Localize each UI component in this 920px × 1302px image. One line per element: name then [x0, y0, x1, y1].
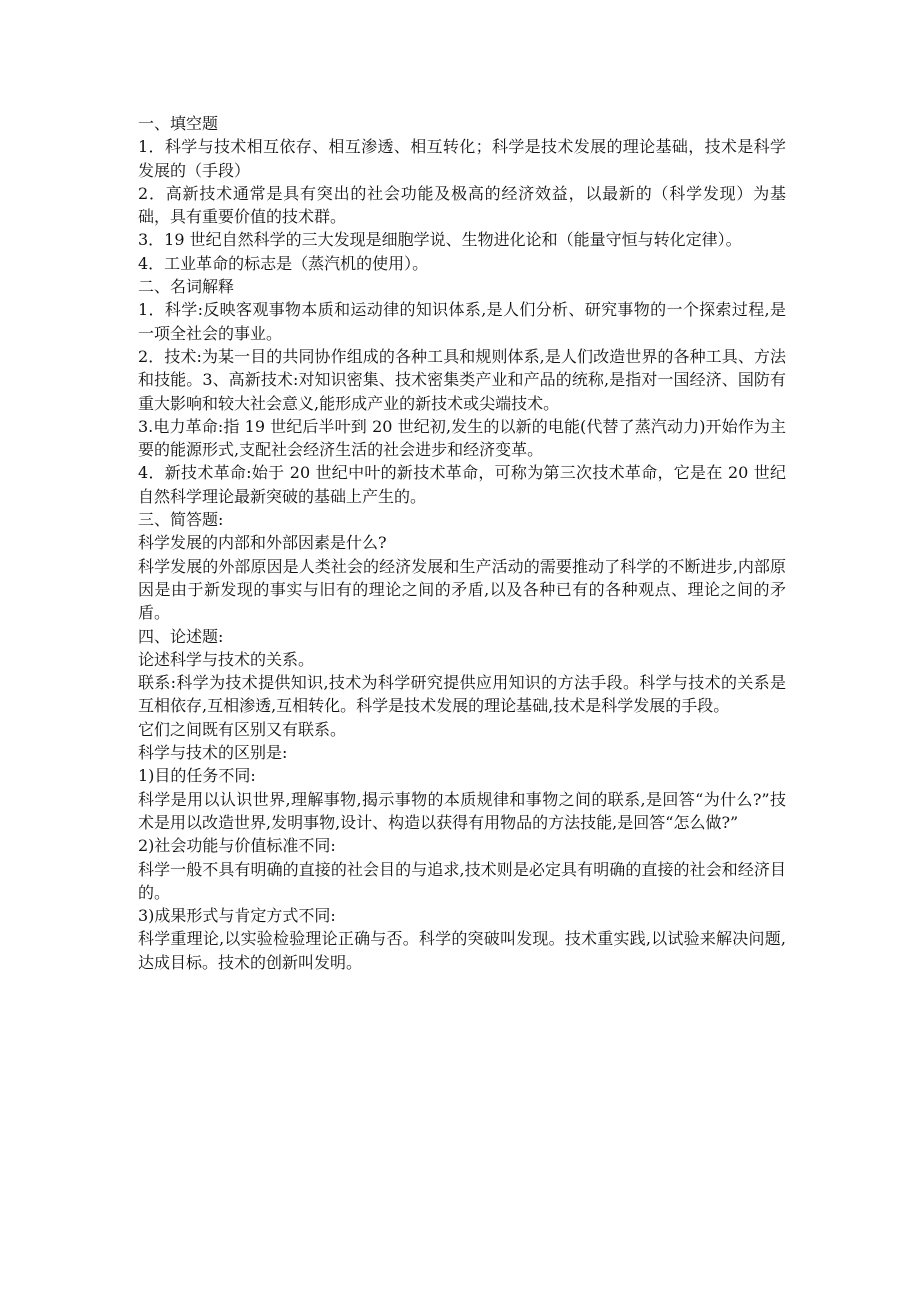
essay-question: 论述科学与技术的关系。 [138, 649, 315, 669]
section-heading-terms: 二、名词解释 [138, 277, 235, 297]
short-answer-text: 科学发展的外部原因是人类社会的经济发展和生产活动的需要推动了科学的不断进步,内部原因是由于新发现的事实与旧有的理论之间的矛盾,以及各种已有的各种观点、理论之间的矛盾。 [138, 556, 786, 623]
term-item-4: 4．新技术革命:始于 20 世纪中叶的新技术革命，可称为第三次技术革命，它是在 20 世纪自然科学理论最新突破的基础上产生的。 [138, 463, 786, 506]
difference-3-text: 科学重理论,以实验检验理论正确与否。科学的突破叫发现。技术重实践,以试验来解决问题,达成目标。技术的创新叫发明。 [138, 929, 786, 972]
difference-2-text: 科学一般不具有明确的直接的社会目的与追求,技术则是必定具有明确的直接的社会和经济目的。 [138, 859, 786, 902]
essay-difference-heading: 科学与技术的区别是: [138, 743, 288, 763]
essay-relation-text: 联系:科学为技术提供知识,技术为科学研究提供应用知识的方法手段。科学与技术的关系是互相依存,互相渗透,互相转化。科学是技术发展的理论基础,技术是科学发展的手段。 [138, 673, 786, 716]
short-answer-question: 科学发展的内部和外部因素是什么? [138, 533, 387, 553]
difference-1-heading: 1)目的任务不同: [138, 766, 256, 786]
term-item-1: 1．科学:反映客观事物本质和运动律的知识体系,是人们分析、研究事物的一个探索过程,是一项全社会的事业。 [138, 300, 786, 343]
section-heading-essay: 四、论述题: [138, 626, 224, 646]
section-heading-short-answer: 三、简答题: [138, 510, 224, 530]
section-heading-fill-blank: 一、填空题 [138, 114, 219, 133]
fill-blank-item-4: 4．工业革命的标志是（蒸汽机的使用）。 [138, 253, 429, 273]
essay-summary: 它们之间既有区别又有联系。 [138, 719, 347, 739]
document-body [138, 112, 786, 974]
fill-blank-item-2: 2．高新技术通常是具有突出的社会功能及极高的经济效益，以最新的（科学发现）为基础，具有重要价值的技术群。 [138, 183, 786, 227]
term-item-2: 2．技术:为某一目的共同协作组成的各种工具和规则体系,是人们改造世界的各种工具、方法和技能。3、高新技术:对知识密集、技术密集类产业和产品的统称,是指对一国经济、国防有重大影响和较大社会意义,能形成产业的新技术或尖端技术。 [138, 346, 786, 413]
term-item-3: 3.电力革命:指 19 世纪后半叶到 20 世纪初,发生的以新的电能(代替了蒸汽动力)开始作为主要的能源形式,支配社会经济生活的社会进步和经济变革。 [138, 416, 786, 460]
fill-blank-item-1: 1．科学与技术相互依存、相互渗透、相互转化；科学是技术发展的理论基础，技术是科学发展的（手段） [138, 137, 786, 180]
difference-3-heading: 3)成果形式与肯定方式不同: [138, 906, 336, 926]
difference-2-heading: 2)社会功能与价值标准不同: [138, 836, 336, 856]
difference-1-text: 科学是用以认识世界,理解事物,揭示事物的本质规律和事物之间的联系,是回答“为什么?”技术是用以改造世界,发明事物,设计、构造以获得有用物品的方法技能,是回答“怎么做?” [138, 789, 786, 832]
fill-blank-item-3: 3．19 世纪自然科学的三大发现是细胞学说、生物进化论和（能量守恒与转化定律）。 [138, 230, 742, 250]
